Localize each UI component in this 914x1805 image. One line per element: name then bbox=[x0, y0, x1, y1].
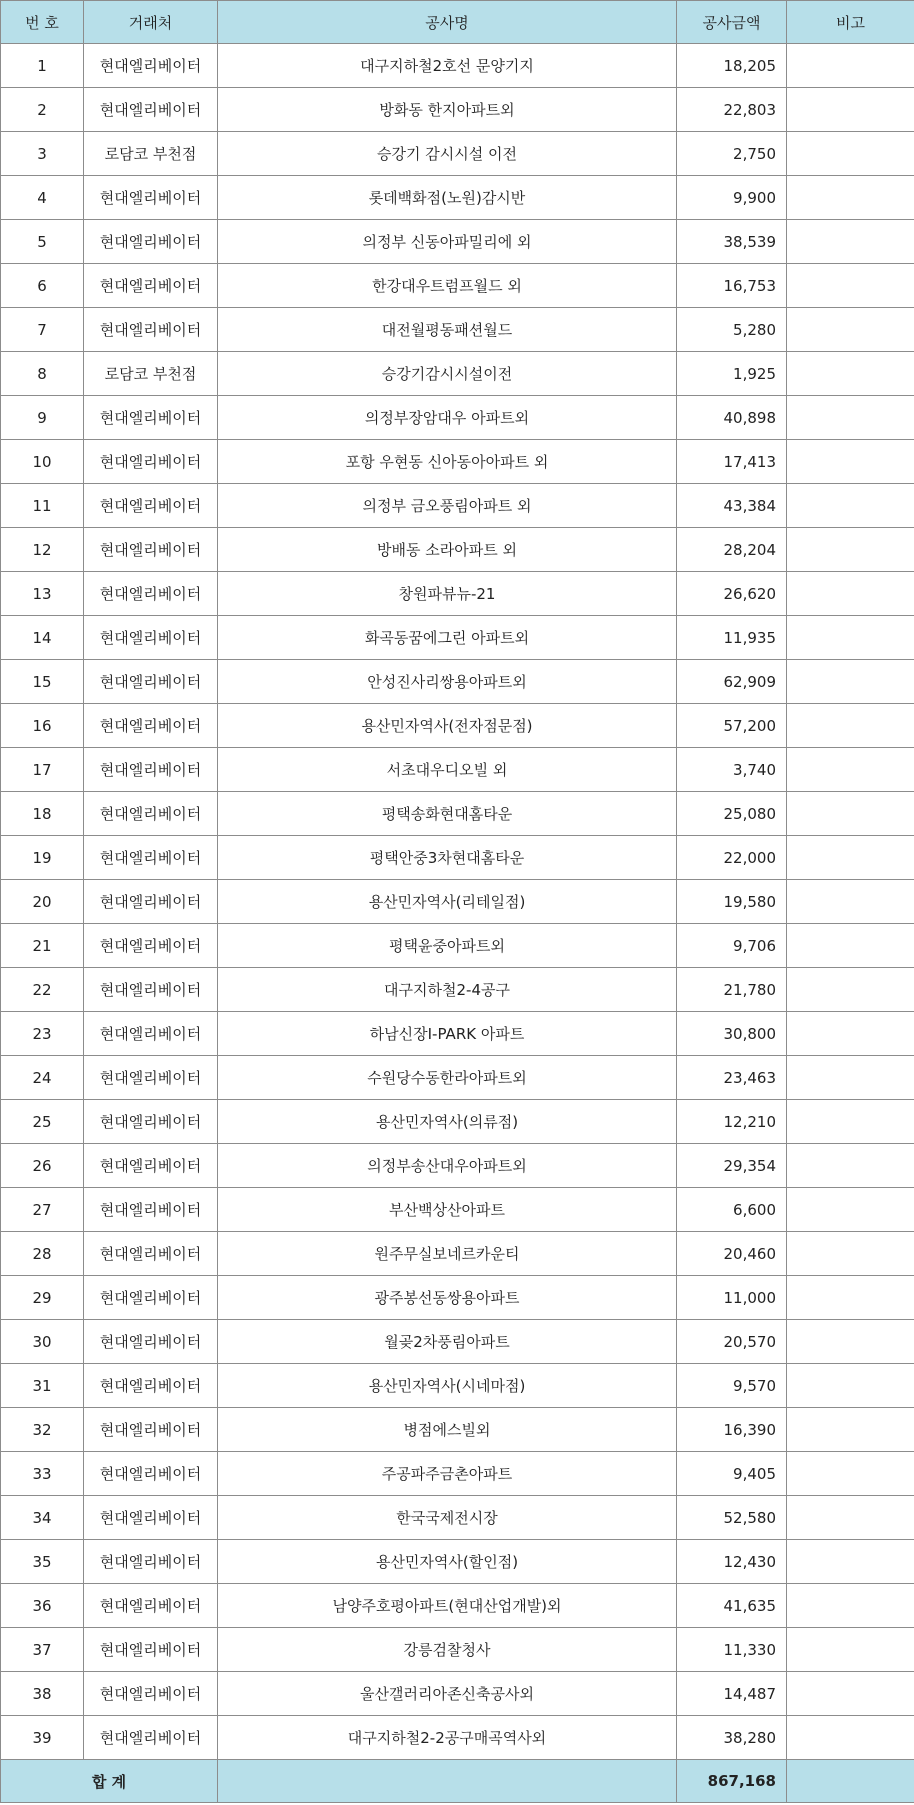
cell-no: 35 bbox=[1, 1540, 84, 1584]
cell-client: 현대엘리베이터 bbox=[84, 792, 218, 836]
cell-client: 현대엘리베이터 bbox=[84, 484, 218, 528]
cell-project: 용산민자역사(의류점) bbox=[218, 1100, 677, 1144]
cell-amount: 12,430 bbox=[677, 1540, 787, 1584]
cell-no: 27 bbox=[1, 1188, 84, 1232]
cell-note bbox=[787, 1672, 914, 1716]
cell-amount: 30,800 bbox=[677, 1012, 787, 1056]
cell-client: 현대엘리베이터 bbox=[84, 1672, 218, 1716]
cell-project: 부산백상산아파트 bbox=[218, 1188, 677, 1232]
table-row bbox=[1, 1716, 914, 1760]
table-row bbox=[1, 1144, 914, 1188]
cell-client: 현대엘리베이터 bbox=[84, 572, 218, 616]
cell-note bbox=[787, 176, 914, 220]
table-row bbox=[1, 484, 914, 528]
cell-amount: 5,280 bbox=[677, 308, 787, 352]
cell-project: 용산민자역사(리테일점) bbox=[218, 880, 677, 924]
cell-note bbox=[787, 220, 914, 264]
cell-project: 평택안중3차현대홈타운 bbox=[218, 836, 677, 880]
cell-note bbox=[787, 1276, 914, 1320]
cell-amount: 19,580 bbox=[677, 880, 787, 924]
cell-client: 현대엘리베이터 bbox=[84, 1364, 218, 1408]
cell-amount: 9,405 bbox=[677, 1452, 787, 1496]
cell-note bbox=[787, 704, 914, 748]
table-row bbox=[1, 352, 914, 396]
cell-note bbox=[787, 616, 914, 660]
cell-note bbox=[787, 528, 914, 572]
table-row bbox=[1, 748, 914, 792]
table-row bbox=[1, 1628, 914, 1672]
table-row bbox=[1, 396, 914, 440]
cell-note bbox=[787, 1584, 914, 1628]
cell-amount: 22,000 bbox=[677, 836, 787, 880]
table-row bbox=[1, 968, 914, 1012]
cell-no: 2 bbox=[1, 88, 84, 132]
cell-no: 1 bbox=[1, 44, 84, 88]
cell-no: 30 bbox=[1, 1320, 84, 1364]
cell-no: 31 bbox=[1, 1364, 84, 1408]
cell-no: 34 bbox=[1, 1496, 84, 1540]
table-row bbox=[1, 660, 914, 704]
table-row bbox=[1, 132, 914, 176]
table-row bbox=[1, 792, 914, 836]
table-row bbox=[1, 1584, 914, 1628]
cell-client: 현대엘리베이터 bbox=[84, 88, 218, 132]
cell-note bbox=[787, 792, 914, 836]
cell-client: 로담코 부천점 bbox=[84, 132, 218, 176]
table-row bbox=[1, 616, 914, 660]
cell-note bbox=[787, 352, 914, 396]
cell-project: 월곶2차풍림아파트 bbox=[218, 1320, 677, 1364]
table-row bbox=[1, 1452, 914, 1496]
total-note bbox=[787, 1760, 914, 1803]
cell-no: 38 bbox=[1, 1672, 84, 1716]
cell-note bbox=[787, 1144, 914, 1188]
header-note: 비고 bbox=[787, 1, 914, 44]
cell-project: 포항 우현동 신아동아아파트 외 bbox=[218, 440, 677, 484]
total-label: 합 계 bbox=[1, 1760, 218, 1803]
cell-no: 26 bbox=[1, 1144, 84, 1188]
cell-no: 15 bbox=[1, 660, 84, 704]
table-row bbox=[1, 880, 914, 924]
total-spacer bbox=[218, 1760, 677, 1803]
cell-project: 의정부송산대우아파트외 bbox=[218, 1144, 677, 1188]
cell-project: 롯데백화점(노원)감시반 bbox=[218, 176, 677, 220]
cell-note bbox=[787, 1364, 914, 1408]
cell-amount: 3,740 bbox=[677, 748, 787, 792]
cell-project: 용산민자역사(시네마점) bbox=[218, 1364, 677, 1408]
cell-client: 로담코 부천점 bbox=[84, 352, 218, 396]
total-amount: 867,168 bbox=[677, 1760, 787, 1803]
table-row bbox=[1, 528, 914, 572]
cell-amount: 14,487 bbox=[677, 1672, 787, 1716]
cell-no: 7 bbox=[1, 308, 84, 352]
cell-client: 현대엘리베이터 bbox=[84, 968, 218, 1012]
cell-project: 승강기감시시설이전 bbox=[218, 352, 677, 396]
cell-amount: 16,753 bbox=[677, 264, 787, 308]
cell-amount: 41,635 bbox=[677, 1584, 787, 1628]
cell-client: 현대엘리베이터 bbox=[84, 44, 218, 88]
cell-no: 14 bbox=[1, 616, 84, 660]
cell-client: 현대엘리베이터 bbox=[84, 748, 218, 792]
cell-no: 29 bbox=[1, 1276, 84, 1320]
cell-note bbox=[787, 264, 914, 308]
cell-note bbox=[787, 1496, 914, 1540]
cell-project: 광주봉선동쌍용아파트 bbox=[218, 1276, 677, 1320]
cell-amount: 38,280 bbox=[677, 1716, 787, 1760]
cell-amount: 38,539 bbox=[677, 220, 787, 264]
cell-project: 한국국제전시장 bbox=[218, 1496, 677, 1540]
cell-client: 현대엘리베이터 bbox=[84, 1232, 218, 1276]
cell-client: 현대엘리베이터 bbox=[84, 1056, 218, 1100]
cell-amount: 28,204 bbox=[677, 528, 787, 572]
cell-project: 안성진사리쌍용아파트외 bbox=[218, 660, 677, 704]
table-row bbox=[1, 572, 914, 616]
table-row bbox=[1, 1496, 914, 1540]
table-row bbox=[1, 440, 914, 484]
cell-project: 수원당수동한라아파트외 bbox=[218, 1056, 677, 1100]
cell-client: 현대엘리베이터 bbox=[84, 660, 218, 704]
cell-project: 용산민자역사(할인점) bbox=[218, 1540, 677, 1584]
cell-amount: 11,000 bbox=[677, 1276, 787, 1320]
cell-amount: 21,780 bbox=[677, 968, 787, 1012]
table-row bbox=[1, 704, 914, 748]
table-row bbox=[1, 836, 914, 880]
table-row bbox=[1, 1320, 914, 1364]
cell-amount: 22,803 bbox=[677, 88, 787, 132]
cell-no: 33 bbox=[1, 1452, 84, 1496]
cell-no: 22 bbox=[1, 968, 84, 1012]
cell-project: 방화동 한지아파트외 bbox=[218, 88, 677, 132]
cell-client: 현대엘리베이터 bbox=[84, 836, 218, 880]
cell-note bbox=[787, 88, 914, 132]
cell-note bbox=[787, 132, 914, 176]
table-row bbox=[1, 1672, 914, 1716]
cell-no: 25 bbox=[1, 1100, 84, 1144]
cell-note bbox=[787, 308, 914, 352]
cell-project: 방배동 소라아파트 외 bbox=[218, 528, 677, 572]
cell-client: 현대엘리베이터 bbox=[84, 176, 218, 220]
cell-no: 20 bbox=[1, 880, 84, 924]
cell-client: 현대엘리베이터 bbox=[84, 220, 218, 264]
cell-no: 21 bbox=[1, 924, 84, 968]
table-row bbox=[1, 1276, 914, 1320]
cell-note bbox=[787, 1056, 914, 1100]
table-row bbox=[1, 1012, 914, 1056]
cell-note bbox=[787, 1100, 914, 1144]
header-amount: 공사금액 bbox=[677, 1, 787, 44]
cell-project: 승강기 감시시설 이전 bbox=[218, 132, 677, 176]
cell-project: 남양주호평아파트(현대산업개발)외 bbox=[218, 1584, 677, 1628]
cell-note bbox=[787, 1716, 914, 1760]
cell-project: 평택윤중아파트외 bbox=[218, 924, 677, 968]
cell-amount: 20,460 bbox=[677, 1232, 787, 1276]
cell-note bbox=[787, 1540, 914, 1584]
cell-note bbox=[787, 1188, 914, 1232]
cell-amount: 57,200 bbox=[677, 704, 787, 748]
cell-client: 현대엘리베이터 bbox=[84, 1496, 218, 1540]
cell-project: 의정부 금오풍림아파트 외 bbox=[218, 484, 677, 528]
table-row bbox=[1, 264, 914, 308]
header-row bbox=[1, 1, 914, 44]
cell-no: 6 bbox=[1, 264, 84, 308]
cell-no: 19 bbox=[1, 836, 84, 880]
cell-project: 평택송화현대홈타운 bbox=[218, 792, 677, 836]
cell-amount: 20,570 bbox=[677, 1320, 787, 1364]
cell-no: 4 bbox=[1, 176, 84, 220]
header-project: 공사명 bbox=[218, 1, 677, 44]
cell-note bbox=[787, 660, 914, 704]
cell-project: 대구지하철2호선 문양기지 bbox=[218, 44, 677, 88]
table-row bbox=[1, 1232, 914, 1276]
cell-amount: 11,935 bbox=[677, 616, 787, 660]
cell-no: 10 bbox=[1, 440, 84, 484]
cell-no: 37 bbox=[1, 1628, 84, 1672]
cell-note bbox=[787, 44, 914, 88]
cell-amount: 23,463 bbox=[677, 1056, 787, 1100]
cell-note bbox=[787, 1628, 914, 1672]
cell-note bbox=[787, 1232, 914, 1276]
table-body bbox=[1, 44, 914, 1760]
cell-client: 현대엘리베이터 bbox=[84, 1584, 218, 1628]
table-row bbox=[1, 88, 914, 132]
cell-client: 현대엘리베이터 bbox=[84, 1716, 218, 1760]
cell-project: 강릉검찰청사 bbox=[218, 1628, 677, 1672]
cell-amount: 16,390 bbox=[677, 1408, 787, 1452]
cell-client: 현대엘리베이터 bbox=[84, 1012, 218, 1056]
header-no: 번 호 bbox=[1, 1, 84, 44]
cell-project: 대구지하철2-2공구매곡역사외 bbox=[218, 1716, 677, 1760]
cell-note bbox=[787, 748, 914, 792]
cell-note bbox=[787, 1012, 914, 1056]
cell-client: 현대엘리베이터 bbox=[84, 1188, 218, 1232]
cell-project: 창원파뷰뉴-21 bbox=[218, 572, 677, 616]
cell-project: 대전월평동패션월드 bbox=[218, 308, 677, 352]
cell-no: 17 bbox=[1, 748, 84, 792]
cell-note bbox=[787, 1408, 914, 1452]
cell-amount: 52,580 bbox=[677, 1496, 787, 1540]
cell-note bbox=[787, 836, 914, 880]
cell-amount: 43,384 bbox=[677, 484, 787, 528]
table-row bbox=[1, 44, 914, 88]
cell-no: 18 bbox=[1, 792, 84, 836]
cell-project: 용산민자역사(전자점문점) bbox=[218, 704, 677, 748]
cell-no: 36 bbox=[1, 1584, 84, 1628]
cell-client: 현대엘리베이터 bbox=[84, 1408, 218, 1452]
cell-note bbox=[787, 396, 914, 440]
cell-client: 현대엘리베이터 bbox=[84, 308, 218, 352]
total-row bbox=[1, 1760, 914, 1803]
cell-amount: 29,354 bbox=[677, 1144, 787, 1188]
cell-amount: 9,706 bbox=[677, 924, 787, 968]
cell-client: 현대엘리베이터 bbox=[84, 1320, 218, 1364]
table-row bbox=[1, 308, 914, 352]
cell-amount: 12,210 bbox=[677, 1100, 787, 1144]
cell-no: 32 bbox=[1, 1408, 84, 1452]
cell-amount: 1,925 bbox=[677, 352, 787, 396]
cell-note bbox=[787, 880, 914, 924]
cell-amount: 40,898 bbox=[677, 396, 787, 440]
cell-note bbox=[787, 924, 914, 968]
cell-client: 현대엘리베이터 bbox=[84, 396, 218, 440]
cell-project: 원주무실보네르카운티 bbox=[218, 1232, 677, 1276]
cell-project: 의정부장암대우 아파트외 bbox=[218, 396, 677, 440]
table-row bbox=[1, 1408, 914, 1452]
cell-amount: 2,750 bbox=[677, 132, 787, 176]
cell-no: 8 bbox=[1, 352, 84, 396]
table-row bbox=[1, 924, 914, 968]
cell-client: 현대엘리베이터 bbox=[84, 704, 218, 748]
cell-client: 현대엘리베이터 bbox=[84, 924, 218, 968]
cell-no: 23 bbox=[1, 1012, 84, 1056]
table-row bbox=[1, 1188, 914, 1232]
cell-project: 화곡동꿈에그린 아파트외 bbox=[218, 616, 677, 660]
cell-amount: 62,909 bbox=[677, 660, 787, 704]
cell-no: 5 bbox=[1, 220, 84, 264]
cell-no: 13 bbox=[1, 572, 84, 616]
cell-no: 16 bbox=[1, 704, 84, 748]
cell-no: 9 bbox=[1, 396, 84, 440]
cell-amount: 18,205 bbox=[677, 44, 787, 88]
cell-client: 현대엘리베이터 bbox=[84, 528, 218, 572]
cell-no: 12 bbox=[1, 528, 84, 572]
table-row bbox=[1, 176, 914, 220]
cell-no: 39 bbox=[1, 1716, 84, 1760]
cell-amount: 9,900 bbox=[677, 176, 787, 220]
cell-project: 의정부 신동아파밀리에 외 bbox=[218, 220, 677, 264]
cell-client: 현대엘리베이터 bbox=[84, 264, 218, 308]
cell-project: 한강대우트럼프월드 외 bbox=[218, 264, 677, 308]
cell-project: 서초대우디오빌 외 bbox=[218, 748, 677, 792]
cell-project: 대구지하철2-4공구 bbox=[218, 968, 677, 1012]
cell-client: 현대엘리베이터 bbox=[84, 880, 218, 924]
cell-project: 하남신장I-PARK 아파트 bbox=[218, 1012, 677, 1056]
cell-client: 현대엘리베이터 bbox=[84, 1100, 218, 1144]
cell-note bbox=[787, 1320, 914, 1364]
cell-client: 현대엘리베이터 bbox=[84, 1452, 218, 1496]
cell-client: 현대엘리베이터 bbox=[84, 616, 218, 660]
cell-amount: 25,080 bbox=[677, 792, 787, 836]
cell-project: 울산갤러리아존신축공사외 bbox=[218, 1672, 677, 1716]
cell-note bbox=[787, 440, 914, 484]
cell-no: 24 bbox=[1, 1056, 84, 1100]
cell-client: 현대엘리베이터 bbox=[84, 1540, 218, 1584]
cell-note bbox=[787, 1452, 914, 1496]
cell-client: 현대엘리베이터 bbox=[84, 1628, 218, 1672]
cell-client: 현대엘리베이터 bbox=[84, 1276, 218, 1320]
cell-note bbox=[787, 572, 914, 616]
cell-client: 현대엘리베이터 bbox=[84, 440, 218, 484]
table-row bbox=[1, 1540, 914, 1584]
cell-amount: 6,600 bbox=[677, 1188, 787, 1232]
table-row bbox=[1, 1364, 914, 1408]
cell-amount: 11,330 bbox=[677, 1628, 787, 1672]
cell-note bbox=[787, 484, 914, 528]
cell-client: 현대엘리베이터 bbox=[84, 1144, 218, 1188]
table-row bbox=[1, 220, 914, 264]
header-client: 거래처 bbox=[84, 1, 218, 44]
cell-note bbox=[787, 968, 914, 1012]
cell-no: 28 bbox=[1, 1232, 84, 1276]
cell-amount: 26,620 bbox=[677, 572, 787, 616]
cell-no: 11 bbox=[1, 484, 84, 528]
cell-amount: 17,413 bbox=[677, 440, 787, 484]
cell-project: 주공파주금촌아파트 bbox=[218, 1452, 677, 1496]
table-row bbox=[1, 1056, 914, 1100]
table-row bbox=[1, 1100, 914, 1144]
cell-no: 3 bbox=[1, 132, 84, 176]
cell-amount: 9,570 bbox=[677, 1364, 787, 1408]
cell-project: 병점에스빌외 bbox=[218, 1408, 677, 1452]
